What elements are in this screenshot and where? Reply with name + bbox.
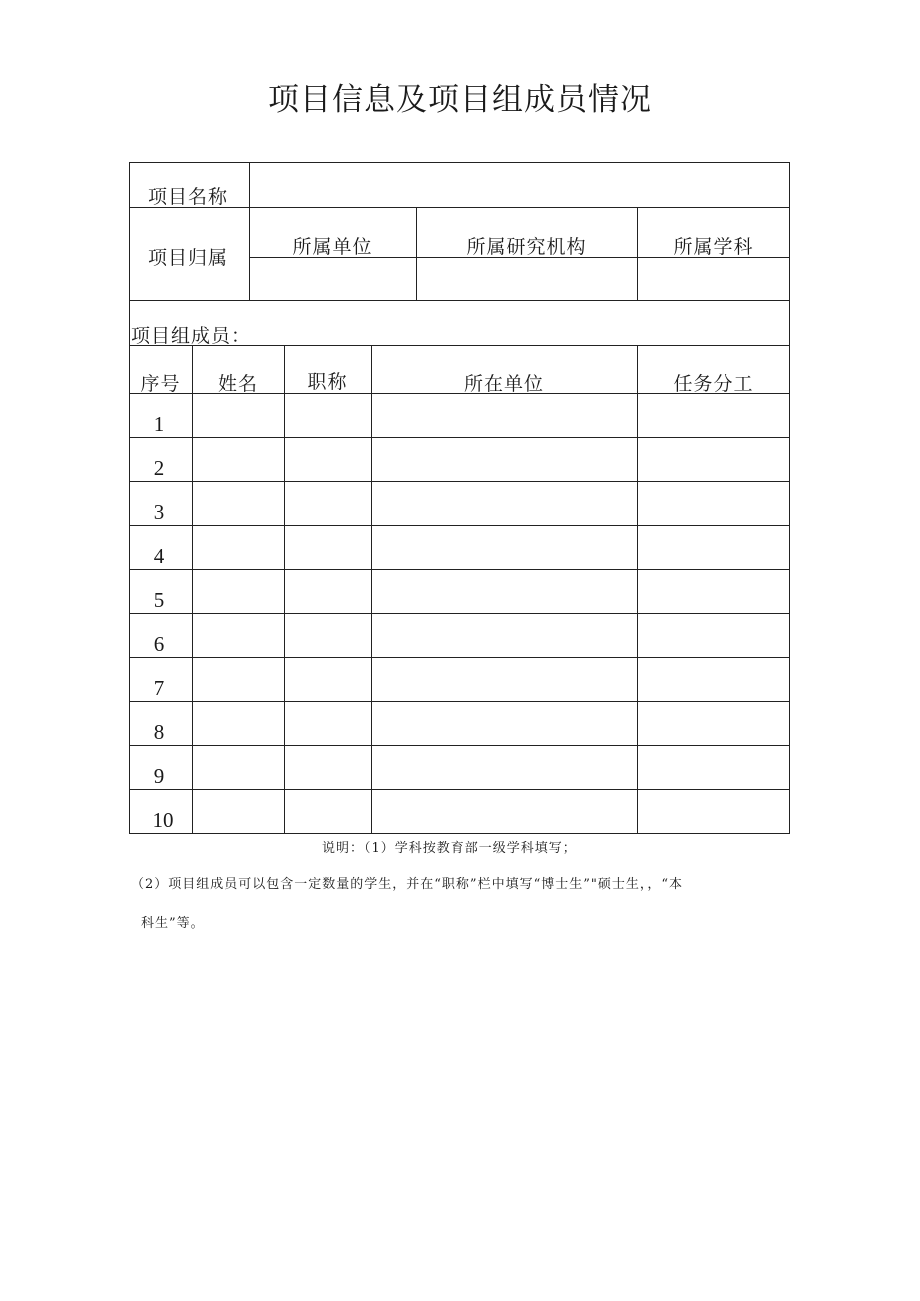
note-line-1: 说明：（1）学科按教育部一级学科填写； — [322, 841, 577, 856]
affiliation-unit-value[interactable] — [252, 260, 412, 296]
project-name-value[interactable] — [256, 170, 784, 200]
table-rule — [129, 300, 790, 301]
affiliation-header-unit: 所属单位 — [292, 236, 373, 258]
row-number: 9 — [153, 764, 165, 788]
column-header-title: 职称 — [307, 371, 348, 393]
table-rule — [637, 345, 638, 834]
table-rule — [129, 525, 790, 526]
table-rule — [284, 345, 285, 834]
affiliation-header-institute: 所属研究机构 — [466, 236, 587, 258]
row-number: 7 — [153, 676, 165, 700]
table-rule — [129, 569, 790, 570]
column-header-task: 任务分工 — [673, 373, 754, 395]
row-number: 8 — [153, 720, 165, 744]
row-number: 3 — [153, 500, 165, 524]
table-rule — [192, 345, 193, 834]
row-number: 1 — [153, 412, 165, 436]
table-rule — [129, 789, 790, 790]
affiliation-discipline-value[interactable] — [641, 260, 786, 296]
project-name-label: 项目名称 — [148, 186, 229, 208]
table-rule — [129, 657, 790, 658]
note-line-2: （2）项目组成员可以包含一定数量的学生，并在“职称”栏中填写“博士生”"硕士生，，“本 — [131, 877, 683, 892]
table-rule — [249, 162, 250, 300]
affiliation-header-discipline: 所属学科 — [673, 236, 754, 258]
row-number: 2 — [153, 456, 165, 480]
affiliation-institute-value[interactable] — [420, 260, 633, 296]
note-line-3: 科生”等。 — [141, 916, 205, 931]
column-header-number: 序号 — [140, 373, 181, 395]
project-affiliation-label: 项目归属 — [148, 247, 229, 269]
table-rule — [129, 207, 790, 208]
table-rule — [129, 745, 790, 746]
column-header-name: 姓名 — [217, 373, 258, 395]
row-number: 4 — [153, 544, 165, 568]
row-number: 6 — [153, 632, 165, 656]
column-header-unit: 所在单位 — [463, 373, 544, 395]
table-rule — [129, 701, 790, 702]
page-title: 项目信息及项目组成员情况 — [268, 82, 652, 118]
members-section-label: 项目组成员： — [131, 325, 252, 347]
table-rule — [129, 437, 790, 438]
table-rule — [371, 345, 372, 834]
row-number: 10 — [152, 808, 174, 832]
row-number: 5 — [153, 588, 165, 612]
table-rule — [129, 481, 790, 482]
table-rule — [129, 613, 790, 614]
